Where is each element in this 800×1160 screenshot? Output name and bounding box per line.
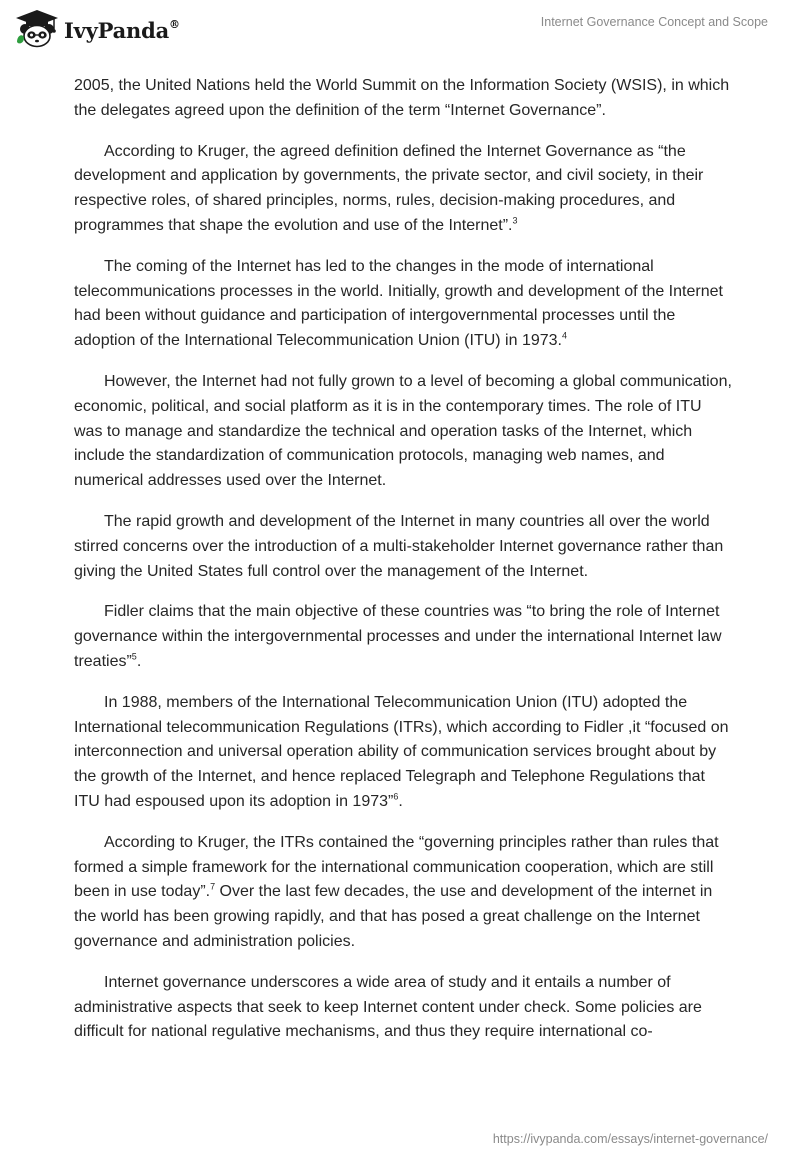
paragraph: Internet governance underscores a wide area of study and it entails a number of administrative aspects that seek to keep Internet content under check. Some policies are difficult for national regulative mechanisms, and thus they require international co-	[74, 973, 702, 1041]
paragraph: 2005, the United Nations held the World Summit on the Information Society (WSIS), in which the delegates agreed upon the definition of the term “Internet Governance”.	[74, 77, 730, 119]
paragraph: Fidler claims that the main objective of these countries was “to bring the role of Internet governance within the intergovernmental processes and under the international Internet law treaties”$^5$.	[74, 603, 722, 670]
paragraph: In 1988, members of the International Telecommunication Union (ITU) adopted the International telecommunication Regulations (ITRs), which according to Fidler ,it “focused on interconnection and universal operation ability of communication services brought about by the growth of the Internet, and hence replaced Telegraph and Telephone Regulations that ITU had espoused upon its adoption in 1973”$^6$.	[74, 693, 729, 810]
footnote-ref[interactable]: 7	[210, 881, 216, 892]
essay-body	[74, 74, 734, 1061]
paragraph: The coming of the Internet has led to the changes in the mode of international telecommunications processes in the world. Initially, growth and development of the Internet had been without guidance and participation of intergovernmental processes until the adoption of the International Telecommunication Union (ITU) in 1973.$^4$	[74, 257, 723, 350]
brand-logo[interactable]	[14, 8, 180, 48]
footnote-ref[interactable]: 3	[512, 215, 518, 226]
brand-name: IvyPanda®	[64, 17, 180, 43]
registered-mark: ®	[169, 17, 180, 31]
footnote-ref[interactable]: 6	[393, 791, 399, 802]
footnote-ref[interactable]: 5	[131, 651, 137, 662]
paragraph: According to Kruger, the ITRs contained the “governing principles rather than rules that formed a simple framework for the international communication cooperation, which are still been in use today”.$^7$ Over the last few decades, the use and development of the internet in the world has been growing rapidly, and that has posed a great challenge on the Internet governance and administration policies.	[74, 833, 719, 950]
panda-graduate-icon	[14, 8, 60, 48]
document-title: Internet Governance Concept and Scope	[540, 15, 768, 29]
paragraph: The rapid growth and development of the Internet in many countries all over the world stirred concerns over the introduction of a multi-stakeholder Internet governance rather than giving the United States full control over the management of the Internet.	[74, 512, 724, 580]
paragraph: According to Kruger, the agreed definition defined the Internet Governance as “the development and application by governments, the private sector, and civil society, in their respective roles, of shared principles, norms, rules, decision-making procedures, and programmes that shape the evolution and use of the Internet”.$^3$	[74, 142, 704, 234]
page-header	[0, 0, 800, 70]
footnote-ref[interactable]: 4	[562, 330, 568, 341]
source-url[interactable]: https://ivypanda.com/essays/internet-governance/	[492, 1132, 768, 1146]
paragraph: However, the Internet had not fully grown to a level of becoming a global communication, economic, political, and social platform as it is in the contemporary times. The role of ITU was to manage and standardize the technical and operation tasks of the Internet, which include the standardization of communication protocols, managing web names, and numerical addresses used over the Internet.	[74, 372, 732, 490]
